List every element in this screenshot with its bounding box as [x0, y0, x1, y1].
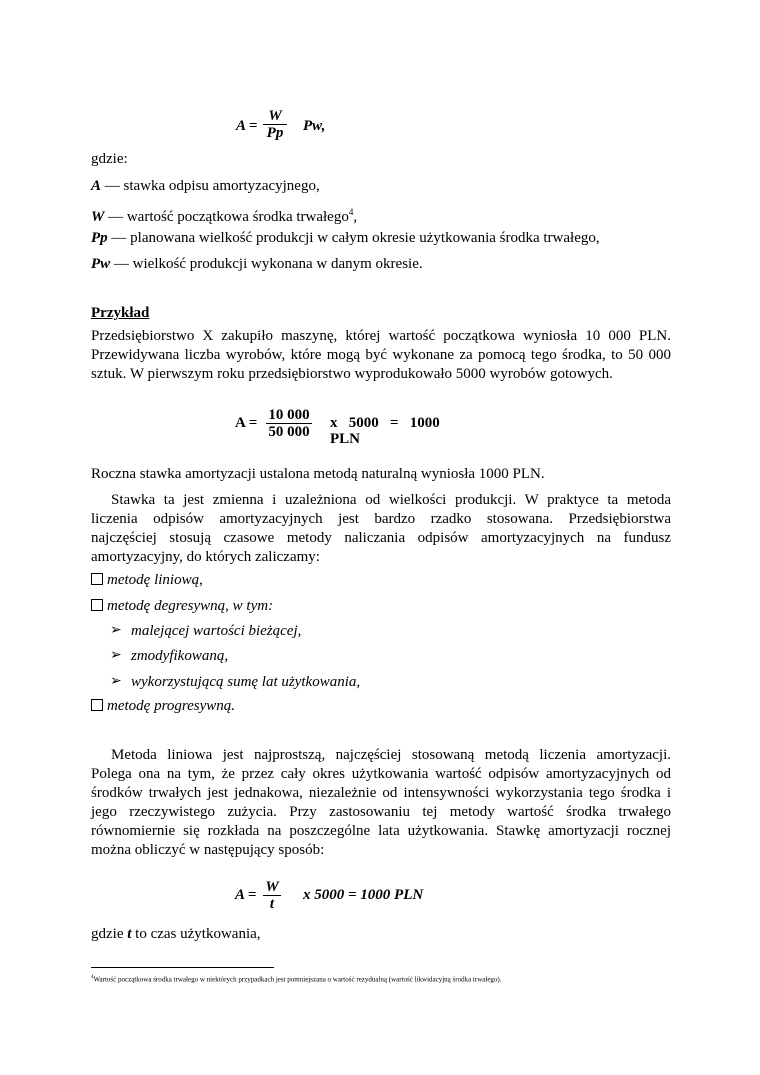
last-line: gdzie t to czas użytkowania, [91, 926, 261, 942]
formula3-denominator: t [269, 896, 275, 912]
formula2-numerator: 10 000 [266, 407, 312, 424]
formula2-multiplication: x 5000 = 1000 [330, 415, 440, 431]
formula2-denominator: 50 000 [268, 424, 310, 440]
submethod-item: wykorzystującą sumę lat użytkowania, [131, 674, 361, 690]
method-progressive: metodę progresywną. [91, 697, 235, 716]
formula2-fraction [266, 407, 312, 440]
footnote-divider [91, 967, 274, 968]
result-line: Roczna stawka amortyzacji ustalona metodą naturalną wyniosła 1000 PLN. [91, 466, 545, 482]
formula1-lhs: A = [236, 118, 258, 134]
paragraph-linear-method: Metoda liniowa jest najprostszą, najczęściej stosowaną metodą liczenia amortyzacji. Polega ona na tym, że przez cały okres użytkowania wartość odpisów amortyzacyjnych od środków trwałych jest jednakowa, niezależnie od intensywności wykorzystania tego środka i jego rzeczywistego zużycia. Przy zastosowaniu tej metody wartość środka trwałego równomiernie się rozkłada na poszczególne lata użytkowania. Stawkę amortyzacji rocznej można obliczyć w następujący sposób: [91, 747, 671, 858]
formula1-numerator: W [263, 108, 287, 125]
formula1-denominator: Pp [266, 125, 284, 141]
formula3-fraction [263, 879, 281, 912]
definition-w: W — wartość początkowa środka trwałego$^4$, [91, 207, 358, 225]
method-degressive: metodę degresywną, w tym: [91, 597, 273, 616]
example-paragraph: Przedsiębiorstwo X zakupiło maszynę, której wartość początkowa wyniosła 10 000 PLN. Przewidywana liczba wyrobów, które mogą być wykonane za pomocą tego środka, to 50 000 sztuk. W pierwszym roku przedsiębiorstwo wyprodukowało 5000 wyrobów gotowych. [91, 328, 671, 382]
gdzie-label: gdzie: [91, 151, 128, 167]
footnote-ref: 4 [348, 207, 354, 217]
definition-pw: Pw — wielkość produkcji wykonana w danym okresie. [91, 256, 423, 272]
method-linear: metodę liniową, [91, 571, 203, 590]
formula1-fraction [263, 108, 287, 141]
definition-pp: Pp — planowana wielkość produkcji w całym okresie użytkowania środka trwałego, [91, 230, 600, 246]
footnote: $^4$Wartość początkowa środka trwałego w niektórych przypadkach jest pomniejszana o wartość rezydualną (wartość likwidacyjną środka trwałego). [91, 975, 502, 984]
formula2-unit: PLN [330, 431, 360, 447]
checkbox-icon [91, 599, 103, 611]
definition-a: A — stawka odpisu amortyzacyjnego, [91, 178, 320, 194]
formula3-rhs: x 5000 = 1000 PLN [303, 887, 424, 903]
checkbox-icon [91, 573, 103, 585]
submethod-item: malejącej wartości bieżącej, [131, 623, 302, 639]
formula1-rhs: Pw, [303, 118, 326, 134]
formula2-lhs: A = [235, 415, 258, 431]
arrow-bullet-icon: ➢ [110, 623, 122, 638]
formula3-numerator: W [263, 879, 281, 896]
arrow-bullet-icon: ➢ [110, 648, 122, 663]
checkbox-icon [91, 699, 103, 711]
arrow-bullet-icon: ➢ [110, 674, 122, 689]
submethod-item: zmodyfikowaną, [131, 648, 229, 664]
example-heading: Przykład [91, 305, 150, 321]
paragraph-methods-intro: Stawka ta jest zmienna i uzależniona od wielkości produkcji. W praktyce ta metoda liczenia odpisów amortyzacyjnych jest bardzo rzadko stosowana. Przedsiębiorstwa najczęściej stosują czasowe metody naliczania odpisów amortyzacyjnych na fundusz amortyzacyjny, do których zaliczamy: [91, 492, 671, 565]
formula3-lhs: A = [235, 887, 257, 903]
